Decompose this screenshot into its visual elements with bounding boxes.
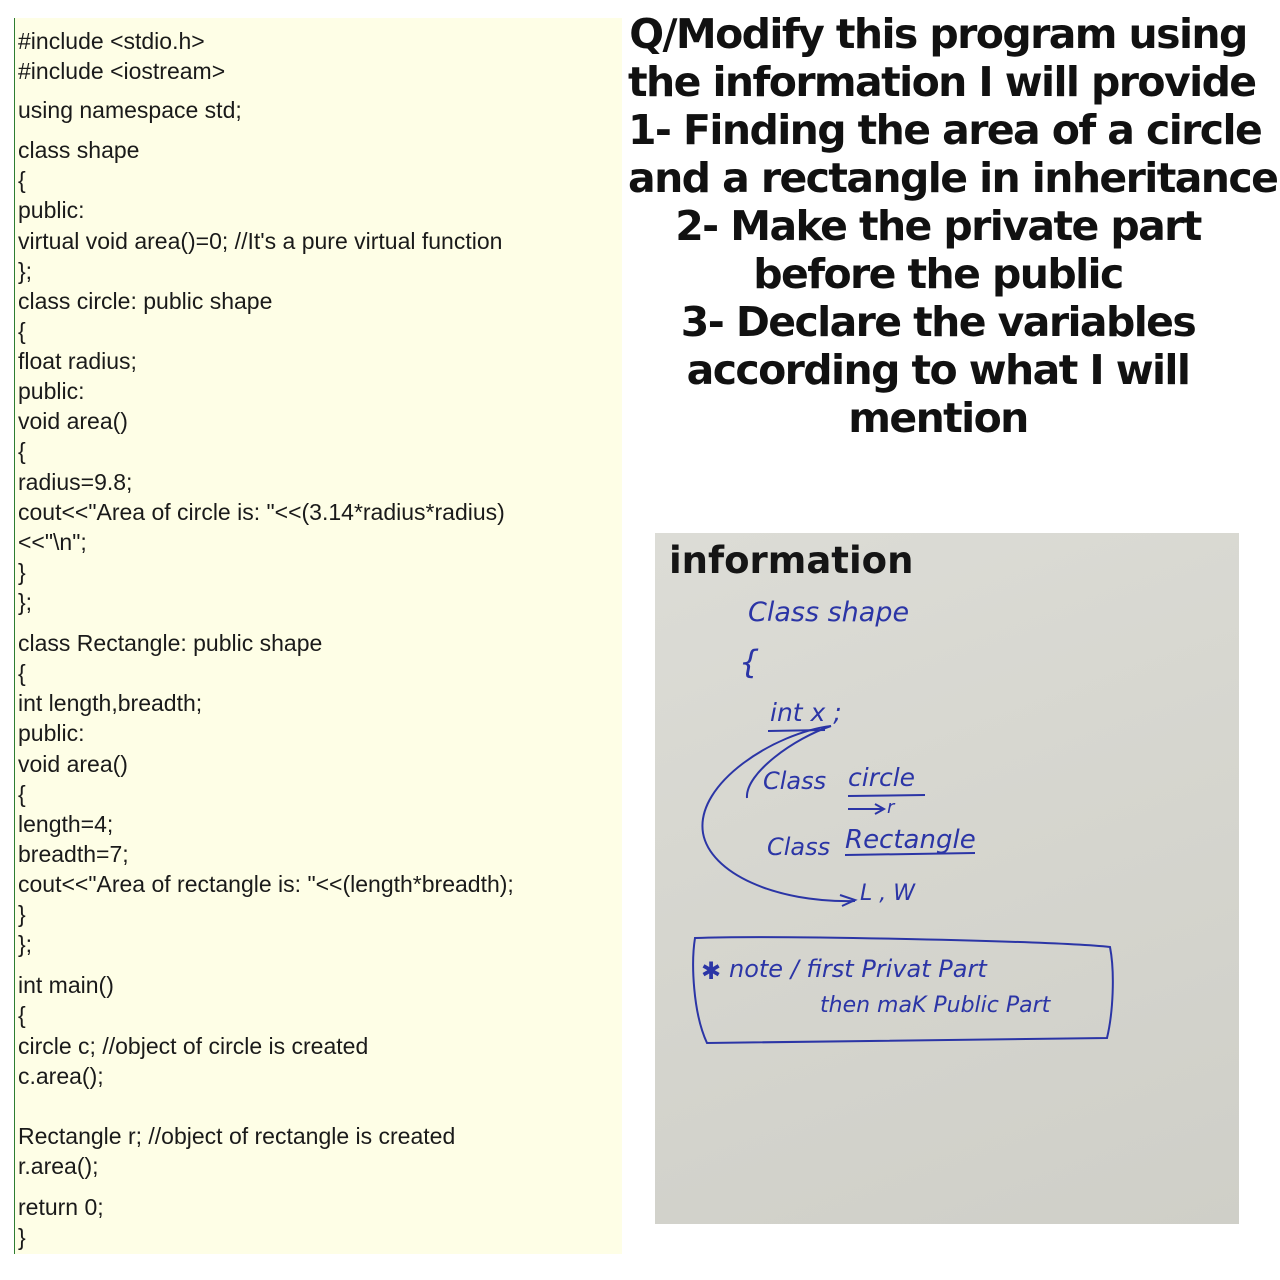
question-line: and a rectangle in inheritance bbox=[628, 154, 1278, 202]
handwriting-class-rect-name: Rectangle bbox=[845, 825, 976, 855]
code-line: length=4; bbox=[18, 811, 114, 837]
code-line: #include <iostream> bbox=[18, 58, 226, 84]
code-line: { bbox=[18, 167, 26, 193]
handwriting-rect-vars: L , W bbox=[860, 881, 915, 906]
code-line: breadth=7; bbox=[18, 841, 129, 867]
code-line: } bbox=[18, 559, 26, 585]
handwriting-class-circle-name: circle bbox=[848, 763, 916, 792]
code-line: { bbox=[18, 438, 26, 464]
code-line: float radius; bbox=[18, 348, 137, 374]
code-line: int length,breadth; bbox=[18, 690, 203, 716]
code-line: { bbox=[18, 318, 26, 344]
handwriting-brace: { bbox=[739, 643, 760, 681]
handwriting-note-star: ✱ bbox=[701, 957, 722, 985]
handwriting-class-circle-prefix: Class bbox=[763, 767, 827, 795]
code-line: { bbox=[18, 781, 26, 807]
question-line: Q/Modify this program using bbox=[629, 10, 1247, 58]
information-title: information bbox=[669, 539, 914, 582]
code-line: radius=9.8; bbox=[18, 469, 133, 495]
information-photo bbox=[655, 533, 1239, 1224]
code-line: public: bbox=[18, 720, 85, 746]
handwriting-note-line2: then maK Public Part bbox=[820, 993, 1051, 1018]
code-line: class shape bbox=[18, 137, 140, 163]
handwriting-int-x: int x ; bbox=[770, 698, 842, 727]
code-line: } bbox=[18, 901, 26, 927]
code-line: public: bbox=[18, 378, 85, 404]
question-line: according to what I will bbox=[686, 346, 1190, 394]
question-line: 2- Make the private part bbox=[675, 202, 1201, 250]
question-line: mention bbox=[848, 394, 1028, 442]
code-line: } bbox=[18, 1224, 26, 1250]
code-line: class Rectangle: public shape bbox=[18, 630, 323, 656]
code-line: }; bbox=[18, 589, 33, 615]
code-line: return 0; bbox=[18, 1194, 104, 1220]
code-line: class circle: public shape bbox=[18, 288, 273, 314]
code-line: { bbox=[18, 1002, 26, 1028]
code-line: { bbox=[18, 660, 26, 686]
code-line: void area() bbox=[18, 751, 128, 777]
code-line: circle c; //object of circle is created bbox=[18, 1033, 369, 1059]
code-listing bbox=[14, 18, 622, 1254]
code-line: cout<<"Area of rectangle is: "<<(length*breadth); bbox=[18, 871, 514, 897]
handwriting-class-shape: Class shape bbox=[748, 597, 910, 628]
code-line: c.area(); bbox=[18, 1063, 104, 1089]
code-line: <<"\n"; bbox=[18, 529, 87, 555]
code-line: using namespace std; bbox=[18, 97, 242, 123]
code-line: }; bbox=[18, 931, 33, 957]
code-line: virtual void area()=0; //It's a pure virtual function bbox=[18, 228, 503, 254]
code-line: Rectangle r; //object of rectangle is created bbox=[18, 1123, 456, 1149]
handwriting-strokes bbox=[655, 533, 1239, 1224]
code-line: void area() bbox=[18, 408, 128, 434]
code-line: }; bbox=[18, 258, 33, 284]
code-line: int main() bbox=[18, 972, 114, 998]
code-line: #include <stdio.h> bbox=[18, 28, 205, 54]
code-line: public: bbox=[18, 197, 85, 223]
handwriting-note-line1: note / first Privat Part bbox=[729, 955, 987, 983]
question-line: 1- Finding the area of a circle bbox=[628, 106, 1262, 154]
handwriting-class-rect-prefix: Class bbox=[767, 833, 831, 861]
code-line: cout<<"Area of circle is: "<<(3.14*radius*radius) bbox=[18, 499, 505, 525]
code-line: r.area(); bbox=[18, 1153, 99, 1179]
question-line: the information I will provide bbox=[628, 58, 1256, 106]
question-line: before the public bbox=[753, 250, 1123, 298]
question-line: 3- Declare the variables bbox=[680, 298, 1196, 346]
question-text bbox=[628, 10, 1278, 442]
handwriting-circle-var: r bbox=[887, 797, 895, 818]
